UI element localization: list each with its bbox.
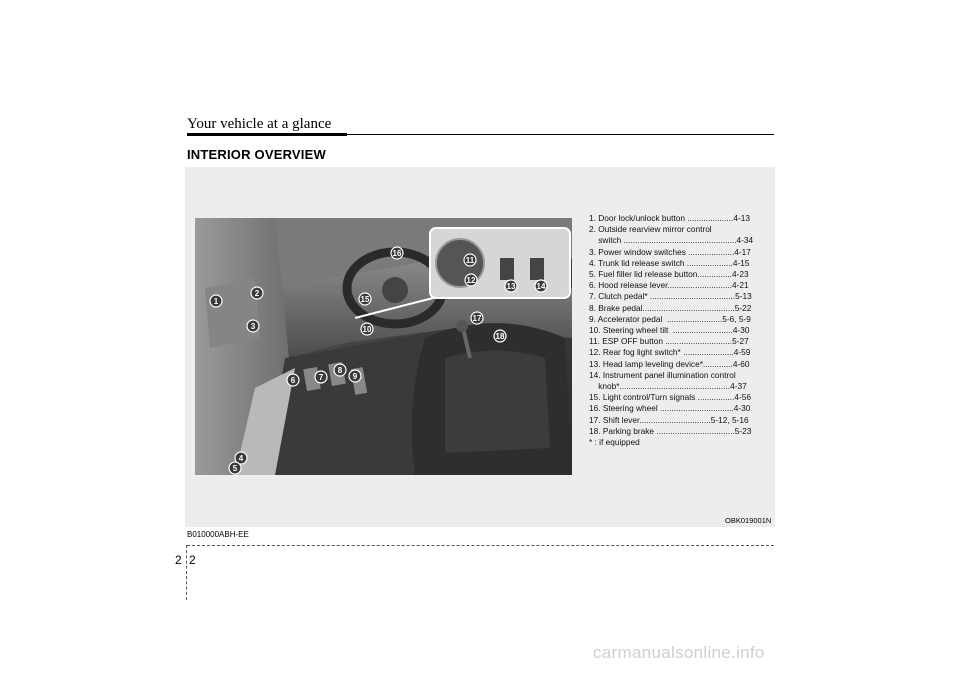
reference-code: B010000ABH-EE <box>187 530 249 539</box>
callout-12 <box>465 274 477 286</box>
svg-text:11: 11 <box>465 256 475 265</box>
page-number: 2 <box>189 553 196 567</box>
legend-item: 18. Parking brake ..................................5-23 <box>589 425 752 436</box>
svg-text:6: 6 <box>290 376 296 385</box>
header-rule-thin <box>347 134 774 135</box>
svg-text:2: 2 <box>254 289 260 298</box>
callout-8 <box>334 364 346 376</box>
callout-13 <box>505 280 517 292</box>
legend-list <box>589 213 771 448</box>
callout-6 <box>287 374 299 386</box>
legend-item: 7. Clutch pedal* .....................................5-13 <box>589 291 752 302</box>
legend-item: 8. Brake pedal........................................5-22 <box>589 302 752 313</box>
callout-2 <box>251 287 263 299</box>
watermark[interactable]: carmanualsonline.info <box>593 643 765 662</box>
section-number: 2 <box>175 553 182 567</box>
legend-item: switch .................................................4-34 <box>589 235 754 246</box>
callout-5 <box>229 462 241 474</box>
legend-item: 6. Hood release lever............................4-21 <box>589 280 749 291</box>
legend-item: 12. Rear fog light switch* ......................4-59 <box>589 347 751 358</box>
legend-footnote: * : if equipped <box>589 437 640 448</box>
legend-item: 1. Door lock/unlock button ....................4-13 <box>589 213 750 223</box>
svg-text:1: 1 <box>213 297 219 306</box>
svg-text:4: 4 <box>238 454 244 463</box>
legend-item: 9. Accelerator pedal ........................5-6, 5-9 <box>589 313 751 324</box>
footer-divider-vertical <box>186 545 187 600</box>
callout-17 <box>471 312 483 324</box>
legend-item: 16. Steering wheel ................................4-30 <box>589 403 751 414</box>
svg-text:10: 10 <box>362 325 372 334</box>
callout-10 <box>361 323 373 335</box>
svg-text:13: 13 <box>506 282 516 291</box>
callout-1 <box>210 295 222 307</box>
svg-text:5: 5 <box>232 464 238 473</box>
callout-16 <box>391 247 403 259</box>
svg-text:16: 16 <box>392 249 402 258</box>
legend-item: 5. Fuel filler lid release button...............4-23 <box>589 269 749 280</box>
svg-text:7: 7 <box>318 373 324 382</box>
callout-14 <box>535 280 547 292</box>
svg-text:3: 3 <box>250 322 256 331</box>
svg-text:12: 12 <box>466 276 476 285</box>
figure-code: OBK019001N <box>725 516 772 525</box>
svg-text:14: 14 <box>536 282 546 291</box>
svg-text:9: 9 <box>352 372 358 381</box>
legend-item: 10. Steering wheel tilt ..........................4-30 <box>589 325 750 336</box>
callout-9 <box>349 370 361 382</box>
section-title: INTERIOR OVERVIEW <box>187 147 326 162</box>
legend-item: 4. Trunk lid release switch ....................4-15 <box>589 257 750 268</box>
interior-photo <box>195 218 572 475</box>
legend-item: 13. Head lamp leveling device*.............4-60 <box>589 358 750 369</box>
callout-3 <box>247 320 259 332</box>
footer-divider <box>187 545 774 546</box>
legend-item: 3. Power window switches ....................4-17 <box>589 246 751 257</box>
legend-item: 14. Instrument panel illumination control <box>589 369 736 380</box>
legend-item: 17. Shift lever...............................5-12, 5-16 <box>589 414 749 425</box>
callout-7 <box>315 371 327 383</box>
callout-18 <box>494 330 506 342</box>
svg-text:18: 18 <box>495 332 505 341</box>
svg-text:8: 8 <box>337 366 343 375</box>
callout-11 <box>464 254 476 266</box>
header-title: Your vehicle at a glance <box>187 116 332 132</box>
svg-text:17: 17 <box>472 314 482 323</box>
legend-item: 2. Outside rearview mirror control <box>589 224 712 235</box>
header-rule-thick <box>187 133 347 136</box>
callout-15 <box>359 293 371 305</box>
legend-item: 15. Light control/Turn signals ................4-56 <box>589 392 752 403</box>
svg-text:15: 15 <box>360 295 370 304</box>
legend-item: knob*................................................4-37 <box>589 381 747 392</box>
legend-item: 11. ESP OFF button .............................5-27 <box>589 336 749 347</box>
